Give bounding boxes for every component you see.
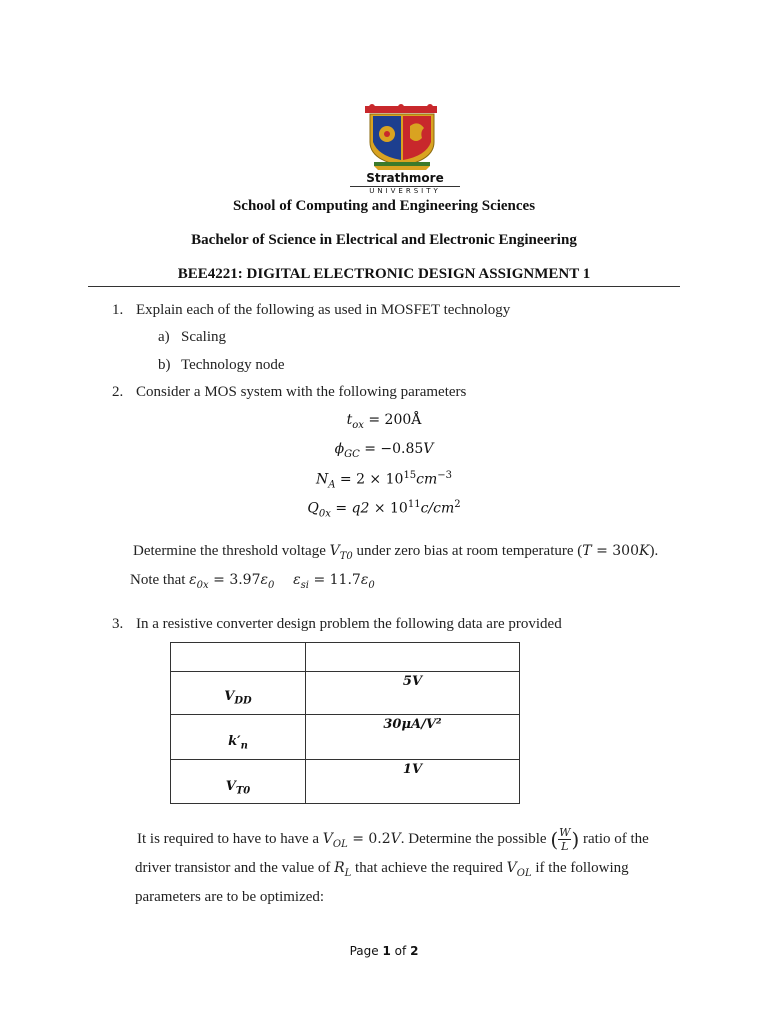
note-text: Note that xyxy=(130,572,186,588)
program-name: Bachelor of Science in Electrical and Electronic Engineering xyxy=(191,232,577,248)
table-value-cell xyxy=(306,643,520,672)
page-number: Page 1 of 2 xyxy=(349,944,419,958)
table-row xyxy=(171,672,520,715)
table-value-cell xyxy=(306,760,520,804)
eps-si-value: 11.7 xyxy=(329,572,361,588)
header-divider xyxy=(88,286,680,287)
kn-value: 30μA/V² xyxy=(383,717,442,732)
vt0-label: $V_{T0}$ xyxy=(225,778,251,797)
table-row xyxy=(171,760,520,804)
para-a: It is required to have to have a xyxy=(137,830,320,847)
q2-text: Consider a MOS system with the following parameters xyxy=(136,384,467,400)
qox-coeff: q2 xyxy=(351,500,370,517)
tox-value: 200 xyxy=(384,412,412,428)
school-name: School of Computing and Engineering Sciences xyxy=(232,198,536,214)
logo-subtitle: UNIVERSITY xyxy=(350,186,460,195)
table-param-cell xyxy=(171,643,306,672)
table-param-cell xyxy=(171,760,306,804)
q1-text: Explain each of the following as used in MOSFET technology xyxy=(136,302,511,318)
q1-item-text: Technology node xyxy=(181,357,285,373)
temp-value: 300 xyxy=(612,543,639,559)
q1-number: 1. xyxy=(112,302,124,318)
course-title: BEE4221: DIGITAL ELECTRONIC DESIGN ASSIGNMENT 1 xyxy=(177,266,591,282)
q2-note-line: Note that $\varepsilon_{0x} = 3.97\varepsilon_0$ $\varepsilon_{si} = 11.7\varepsilon_0$ xyxy=(130,572,375,591)
table-param-cell xyxy=(171,672,306,715)
q3-para-line1: It is required to have to have a $V_{OL} = 0.2V$. Determine the possible ( $\frac{W}{L}$ ) ratio of the xyxy=(137,826,649,853)
para-c: ratio of the xyxy=(583,830,649,847)
para-b: . Determine the possible xyxy=(400,830,547,847)
kn-label: $k'_n$ xyxy=(228,734,248,752)
table-value-cell xyxy=(306,672,520,715)
equation-qox: $Q_{0x} = q2 \times 10^{11}c/cm^2$ xyxy=(307,499,461,520)
para-e: that achieve the required xyxy=(355,860,503,876)
q3-number: 3. xyxy=(112,616,124,632)
w-over-l-fraction: ( $\frac{W}{L}$ ) xyxy=(550,826,580,853)
university-crest-icon xyxy=(350,104,460,172)
equation-phigc: $\phi_{GC} = -0.85V$ xyxy=(334,441,434,460)
q3-text: In a resistive converter design problem the following data are provided xyxy=(136,616,562,632)
eps-ox-value: 3.97 xyxy=(229,572,261,588)
university-logo xyxy=(350,104,460,196)
vol-value: 0.2 xyxy=(368,830,391,847)
q1-item-label: b) xyxy=(158,357,171,373)
na-exp: 15 xyxy=(403,470,417,481)
q1-item-text: Scaling xyxy=(181,329,226,345)
determine-text: Determine the threshold voltage xyxy=(133,543,326,559)
q1-item-label: a) xyxy=(158,329,170,345)
table-row xyxy=(171,643,520,672)
table-value-cell xyxy=(306,715,520,760)
q3-para-line2: driver transistor and the value of $R_L$ that achieve the required $V_{OL}$ if the following xyxy=(135,860,629,879)
equation-tox: $t_{ox}$ = 200Å xyxy=(346,412,422,431)
q2-determine-line: Determine the threshold voltage $V_{T0}$ under zero bias at room temperature (T = 300K). xyxy=(133,543,659,562)
table-param-cell xyxy=(171,715,306,760)
equation-na: $N_A = 2 \times 10^{15}cm^{-3}$ xyxy=(315,470,453,491)
para-d: driver transistor and the value of xyxy=(135,860,331,876)
logo-name: Strathmore xyxy=(366,171,444,185)
qox-exp: 11 xyxy=(407,499,421,510)
determine-tail: under zero bias at room temperature xyxy=(356,543,574,559)
vdd-label: $V_{DD}$ xyxy=(224,689,252,707)
phigc-value: −0.85 xyxy=(380,441,424,457)
q2-number: 2. xyxy=(112,384,124,400)
para-f: if the following xyxy=(535,860,629,876)
table-row xyxy=(171,715,520,760)
q3-para-line3: parameters are to be optimized: xyxy=(135,889,325,905)
parameter-table xyxy=(170,642,520,804)
vdd-value: 5V xyxy=(402,674,423,689)
vt0-value: 1V xyxy=(402,762,423,777)
na-coeff: 2 xyxy=(356,471,365,488)
